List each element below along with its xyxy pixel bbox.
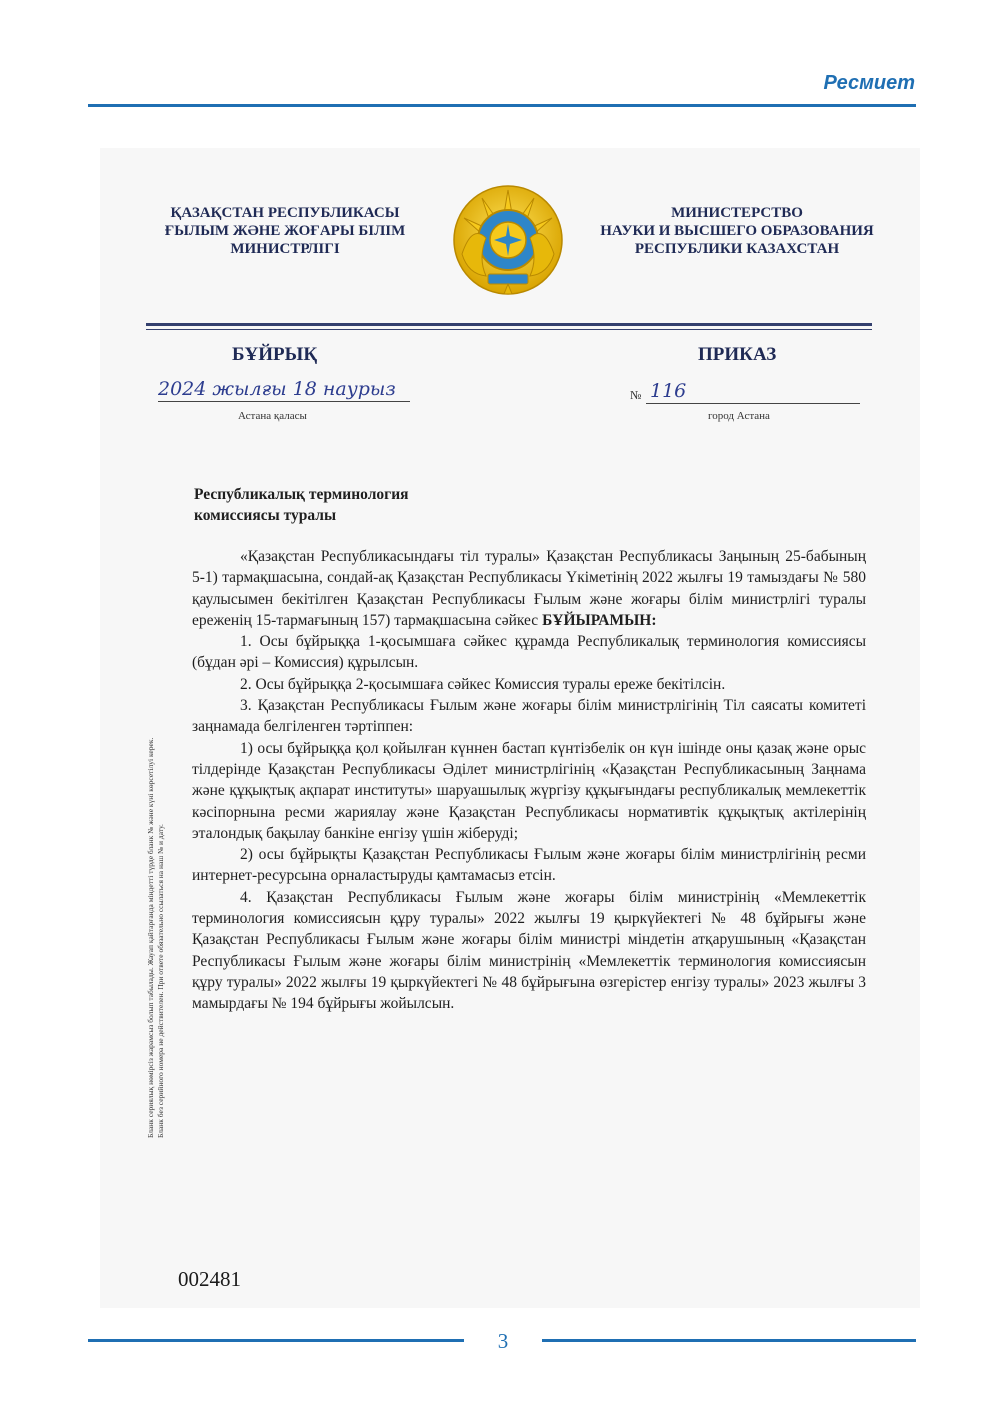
order-item: 4. Қазақстан Республикасы Ғылым және жоғары білім министрінің «Мемлекеттік терминология комиссиясын құру туралы» 2022 жылғы 19 қыркүйектегі № 48 бұйрығы және Қазақстан Республикасы Ғылым және жоғары білім министрі міндетін атқарушының «Қазақстан Республикасы Ғылым және жоғары білім министрінің «Мемлекеттік терминология комиссиясын құру туралы» 2022 жылғы 19 қыркүйектегі № 48 бұйрығына өзгерістер енгізу туралы» 2023 жылғы 3 мамырдағы № 194 бұйрығы жойылсын. [192,888,866,1013]
footer-divider-left [88,1339,464,1342]
city-ru: город Астана [708,410,770,422]
order-body [192,546,866,1015]
order-subject-line: комиссиясы туралы [194,507,337,524]
order-type-kz: БҰЙРЫҚ [232,344,318,365]
order-item: 3. Қазақстан Республикасы Ғылым және жоғары білім министрлігінің Тіл саясаты комитеті заңнамада белгіленген тәртіппен: [192,697,866,736]
order-date-handwritten: 2024 жылғы 18 наурыз [158,378,410,402]
letterhead-kz-line: МИНИСТРЛІГІ [230,241,340,257]
page-number: 3 [497,1329,509,1353]
header-brand: Ресмиет [823,72,915,94]
state-emblem-icon [452,184,564,298]
letterhead-divider-thick [146,323,872,326]
letterhead-kz-line: ҚАЗАҚСТАН РЕСПУБЛИКАСЫ [170,205,400,221]
letterhead-ru-line: НАУКИ И ВЫСШЕГО ОБРАЗОВАНИЯ [600,223,874,239]
side-note-line: Бланк без серийного номера не действителен. При ответе обязательно ссылаться на наш № и дату. [156,824,165,1138]
letterhead-ru-line: МИНИСТЕРСТВО [671,205,803,221]
preamble-text: «Қазақстан Республикасындағы тіл туралы» Қазақстан Республикасы Заңының 25-бабының 5-1) тармақшасына, сондай-ақ Қазақстан Республикасы Үкіметінің 2022 жылғы 19 тамыздағы № 580 қаулысымен бекітілген Қазақстан Республикасы Ғылым және жоғары білім министрлігі туралы ереженің 15-тармағының 157) тармақшасына сәйкес [192,548,866,629]
order-subject [194,484,409,526]
order-item: 1. Осы бұйрыққа 1-қосымшаға сәйкес құрамда Республикалық терминология комиссиясы (бұдан әрі – Комиссия) құрылсын. [192,633,866,672]
order-subject-line: Республикалық терминология [194,486,409,503]
letterhead-kz-line: ҒЫЛЫМ ЖӘНЕ ЖОҒАРЫ БІЛІМ [164,223,406,239]
order-item: 2. Осы бұйрыққа 2-қосымшаға сәйкес Комиссия туралы ереже бекітілсін. [240,675,726,693]
letterhead-ru-line: РЕСПУБЛИКИ КАЗАХСТАН [634,241,840,257]
letterhead-ru [582,204,892,258]
city-kz: Астана қаласы [238,410,307,422]
order-preamble [192,546,866,631]
letterhead-divider-thin [146,329,872,330]
order-number-label: № [630,388,642,402]
order-number-handwritten: 116 [646,380,860,404]
side-note-line: Бланк сериялық нөмірсіз жарамсыз болып табылады. Жауап қайтарғанда міндетті түрде бланк № және күні көрсетілуі керек. [146,737,155,1138]
letterhead-kz [150,204,420,258]
order-subitem: 2) осы бұйрықты Қазақстан Республикасы Ғылым және жоғары білім министрлігінің ресми интернет-ресурсына орналастыруды қамтамасыз етсін. [192,846,866,885]
order-subitem: 1) осы бұйрыққа қол қойылған күннен бастап күнтізбелік он күн ішінде оны қазақ және орыс тілдерінде Қазақстан Республикасы Әділет министрлігінің «Қазақстан Республикасының Заңнама және құқықтық ақпарат институты» шаруашылық жүргізу құқығындағы республикалық мемлекеттік кәсіпорнына ресми жариялау және Қазақстан Республикасы нормативтік құқықтық актілерінің эталондық бақылау банкіне енгізу үшін жіберуді; [192,739,866,842]
footer-divider-right [542,1339,916,1342]
command-word: БҰЙЫРАМЫН: [542,611,657,629]
blank-serial-number: 002481 [178,1267,241,1291]
order-type-ru: ПРИКАЗ [698,344,777,365]
blank-side-note [146,618,166,1138]
header-divider [88,104,916,107]
